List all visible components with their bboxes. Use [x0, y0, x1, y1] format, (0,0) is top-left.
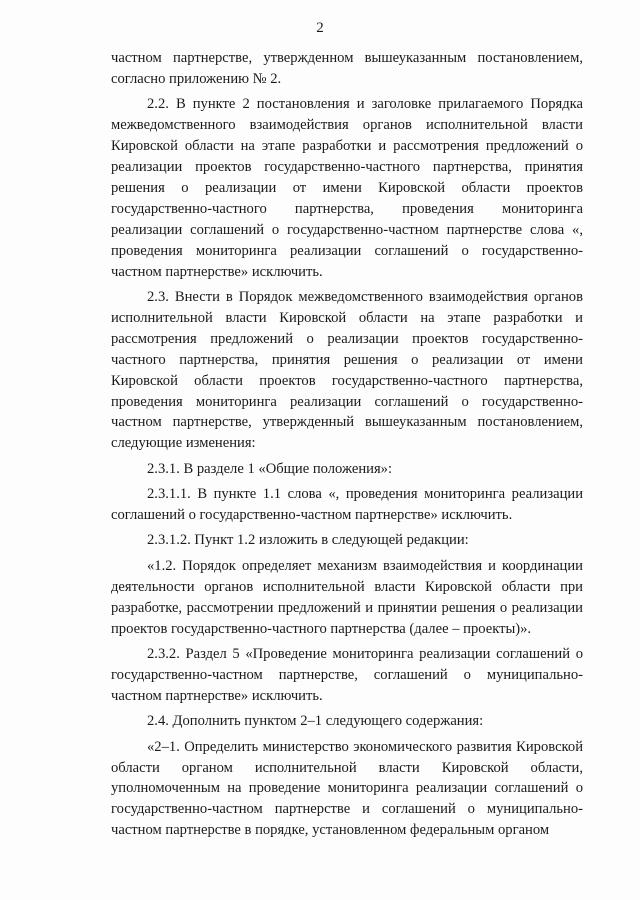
paragraph-2-3: 2.3. Внести в Порядок межведомственного взаимодействия органов исполнительной власти Кировской области на этапе разработки и рассмотрения предложений о реализации проектов государственно-частного партнерства, принятия решения о реализации от имени Кировской области проектов государственно-частного партнерства, проведения мониторинга реализации соглашений о государственно-частном партнерстве, утвержденный вышеуказанным постановлением, следующие изменения:	[111, 288, 583, 452]
paragraph-2-3-1-1: 2.3.1.1. В пункте 1.1 слова «, проведения мониторинга реализации соглашений о государственно-частном партнерстве» исключить.	[111, 486, 583, 524]
paragraph-2-4: 2.4. Дополнить пунктом 2–1 следующего содержания:	[147, 713, 484, 730]
paragraph-2-3-1: 2.3.1. В разделе 1 «Общие положения»:	[147, 460, 393, 477]
paragraph-quote-2-1: «2–1. Определить министерство экономического развития Кировской области органом исполнительной власти Кировской области, уполномоченным на проведение мониторинга реализации соглашений о государственно-частном партнерстве и соглашений о муниципально-частном партнерстве в порядке, установленном федеральным органом	[111, 738, 583, 839]
paragraph-2-3-1-2: 2.3.1.2. Пункт 1.2 изложить в следующей редакции:	[147, 532, 469, 549]
document-body	[111, 48, 583, 841]
paragraph-continuation: частном партнерстве, утвержденном вышеуказанным постановлением, согласно приложению № 2.	[111, 50, 583, 87]
paragraph-quote-1-2: «1.2. Порядок определяет механизм взаимодействия и координации деятельности органов исполнительной власти Кировской области при разработке, рассмотрении предложений и принятии решения о реализации проектов государственно-частного партнерства (далее – проекты)».	[111, 557, 583, 637]
paragraph-2-3-2: 2.3.2. Раздел 5 «Проведение мониторинга реализации соглашений о государственно-частном партнерстве, соглашений о муниципально-частном партнерстве» исключить.	[111, 645, 583, 704]
page-number: 2	[316, 20, 324, 36]
paragraph-2-2: 2.2. В пункте 2 постановления и заголовке прилагаемого Порядка межведомственного взаимодействия органов исполнительной власти Кировской области на этапе разработки и рассмотрения предложений о реализации проектов государственно-частного партнерства, принятия решения о реализации от имени Кировской области проектов государственно-частного партнерства, проведения мониторинга реализации соглашений о государственно-частном партнерстве слова «, проведения мониторинга реализации соглашений о государственно-частном партнерстве» исключить.	[111, 96, 583, 280]
